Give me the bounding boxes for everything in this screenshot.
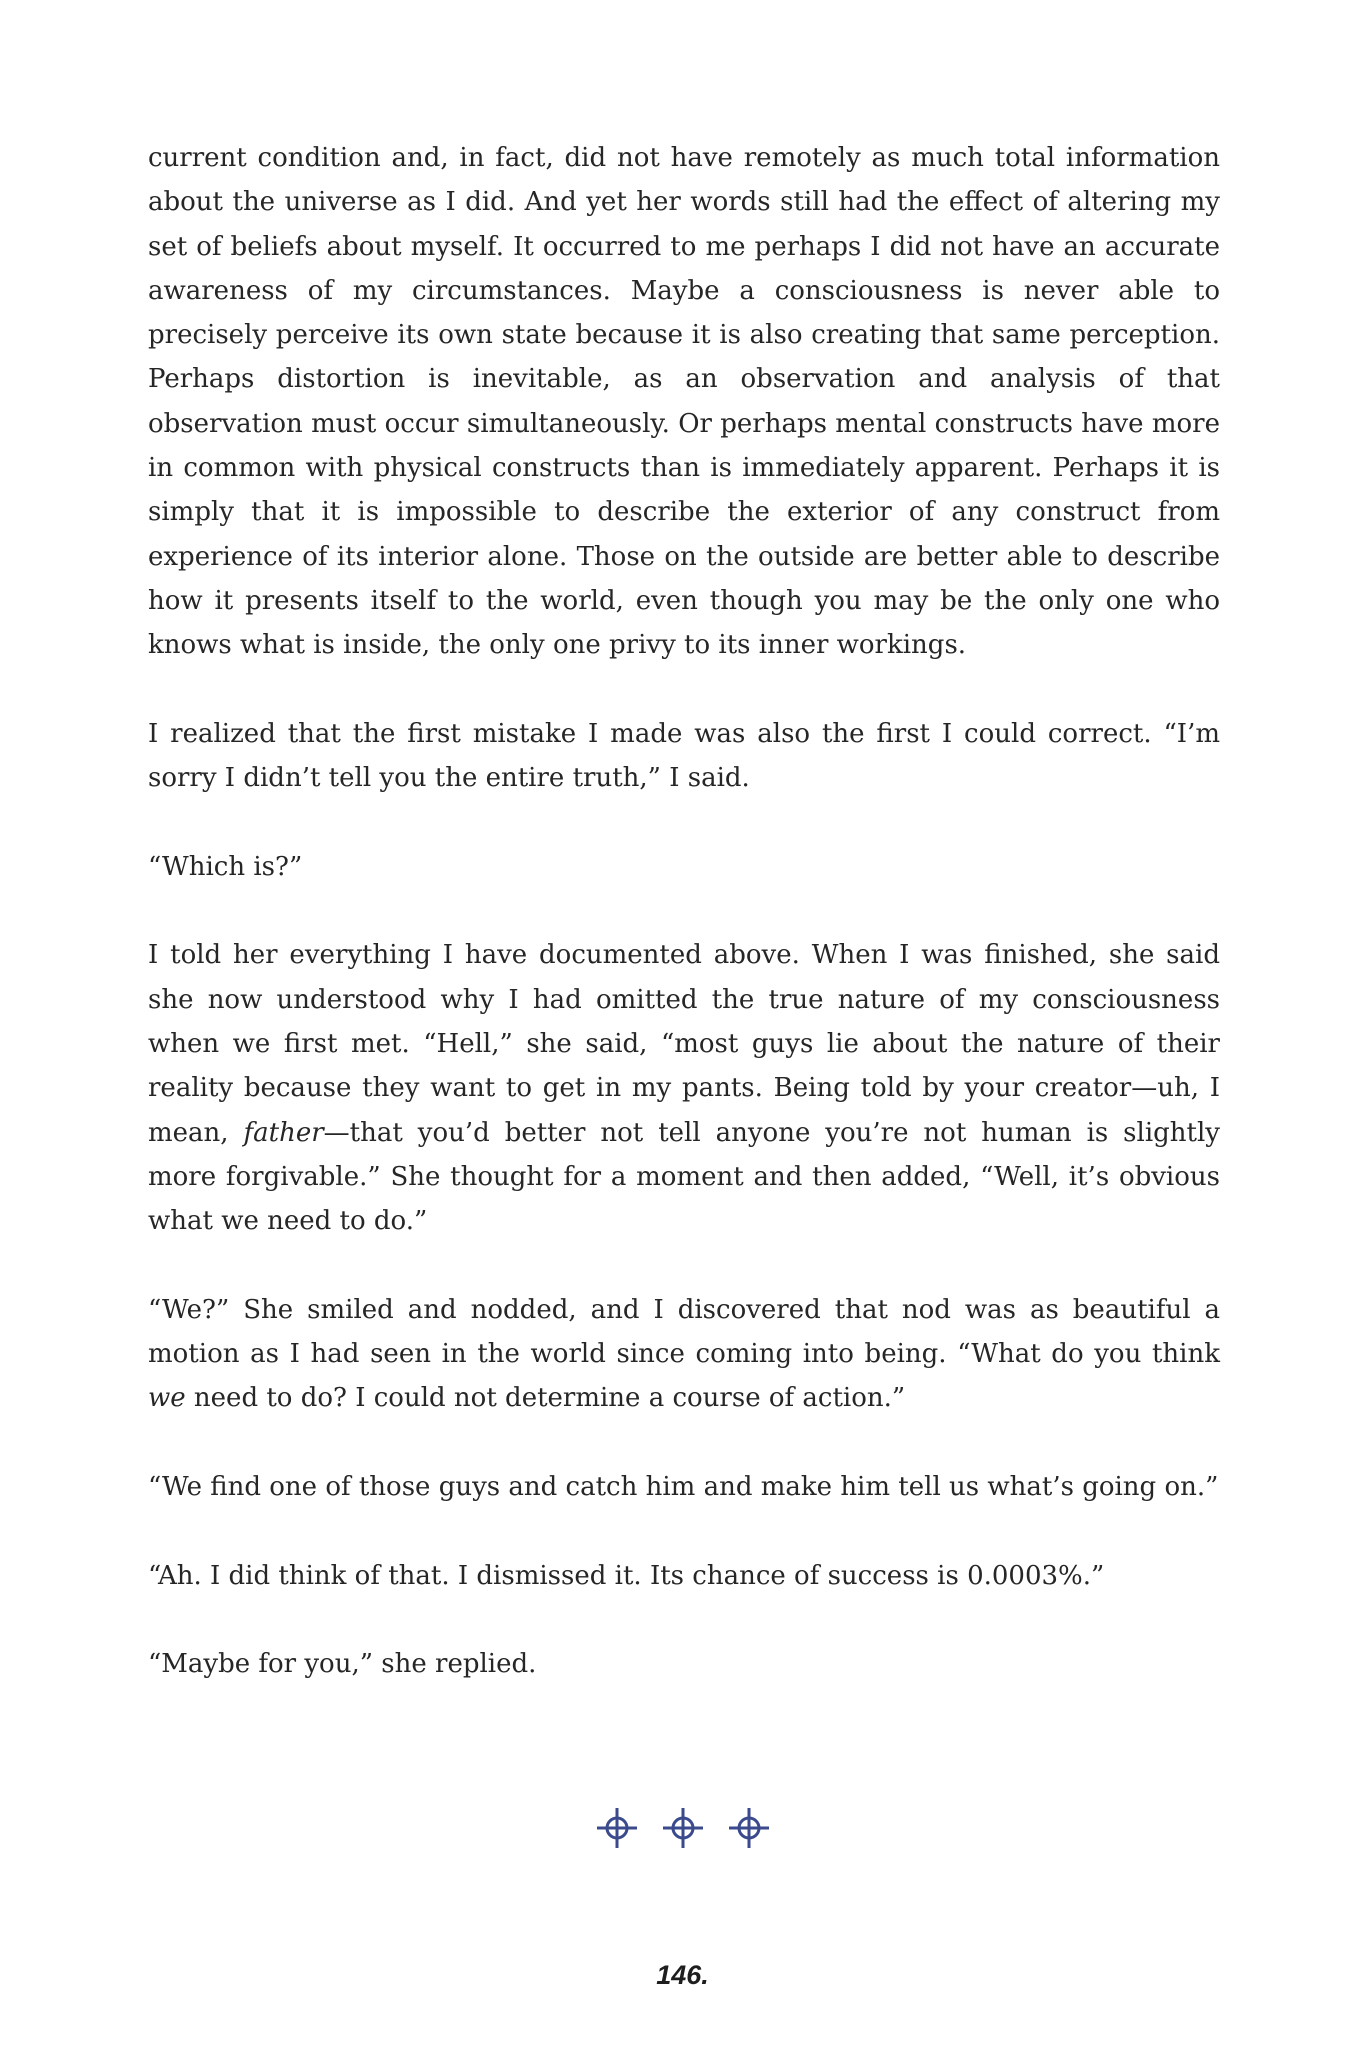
page-number: 146. bbox=[656, 1960, 709, 1990]
emphasis: father bbox=[243, 1117, 324, 1148]
paragraph: “Ah. I did think of that. I dismissed it. Its chance of success is 0.0003%.” bbox=[148, 1560, 1105, 1591]
paragraph: “Maybe for you,” she replied. bbox=[148, 1649, 537, 1680]
paragraph: I told her everything I have documented above. When I was finished, she said she now understood why I had omitted the true nature of my consciousness when we first met. “Hell,” she said, “most guys lie about the nature of their reality because they want to get in my pants. Being told by your creator—uh, I mean, father—that you’d better not tell anyone you’re not human is slightly more forgivable.” She thought for a moment and then added, “Well, it’s obvious what we need to do.” bbox=[148, 940, 1220, 1237]
section-break-ornament bbox=[0, 1800, 1365, 1856]
crosshair-icon bbox=[727, 1806, 771, 1850]
paragraph: current condition and, in fact, did not have remotely as much total information about the universe as I did. And yet her words still had the effect of altering my set of beliefs about myself. It occurred to me perhaps I did not have an accurate awareness of my circumstances. Maybe a consciousness is never able to precisely perceive its own state because it is also creating that same perception. Perhaps distortion is inevitable, as an observation and analysis of that observation must occur simultaneously. Or perhaps mental constructs have more in common with physical constructs than is immediately apparent. Perhaps it is simply that it is impossible to describe the exterior of any construct from experience of its interior alone. Those on the outside are better able to describe how it presents itself to the world, even though you may be the only one who knows what is inside, the only one privy to its inner workings. bbox=[148, 143, 1220, 661]
body-text bbox=[148, 136, 1220, 1731]
emphasis: we bbox=[148, 1383, 186, 1414]
paragraph: “We find one of those guys and catch him and make him tell us what’s going on.” bbox=[148, 1471, 1219, 1502]
paragraph: “Which is?” bbox=[148, 851, 303, 882]
paragraph: I realized that the first mistake I made was also the first I could correct. “I’m sorry I didn’t tell you the entire truth,” I said. bbox=[148, 718, 1220, 794]
paragraph: “We?” She smiled and nodded, and I discovered that nod was as beautiful a motion as I had seen in the world since coming into being. “What do you think we need to do? I could not determine a course of action.” bbox=[148, 1294, 1220, 1414]
crosshair-icon bbox=[661, 1806, 705, 1850]
crosshair-icon bbox=[595, 1806, 639, 1850]
